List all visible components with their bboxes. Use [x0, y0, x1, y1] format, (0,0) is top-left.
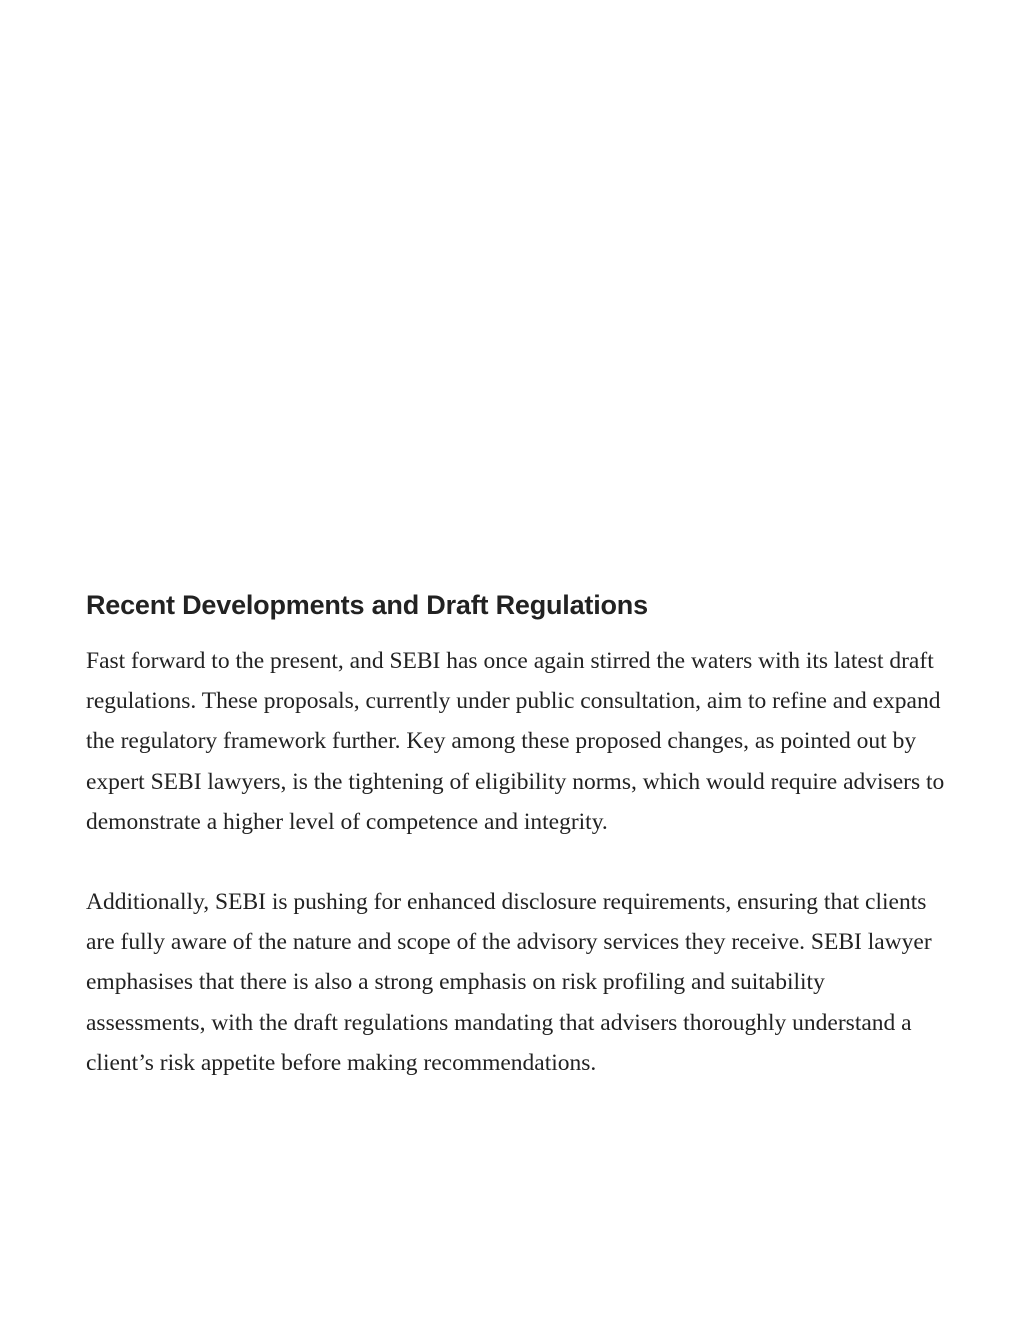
body-paragraph-2: Additionally, SEBI is pushing for enhanced disclosure requirements, ensuring that clients are fully aware of the nature and scope of the advisory services they receive. SEBI lawyer emphasises that there is also a strong emphasis on risk profiling and suitability assessments, with the draft regulations mandating that advisers thoroughly understand a client’s risk appetite before making recommendations. [86, 889, 932, 1076]
article-section [86, 586, 946, 1083]
section-heading: Recent Developments and Draft Regulations [86, 590, 648, 620]
body-paragraph-1: Fast forward to the present, and SEBI has once again stirred the waters with its latest draft regulations. These proposals, currently under public consultation, aim to refine and expand the regulatory framework further. Key among these proposed changes, as pointed out by expert SEBI lawyers, is the tightening of eligibility norms, which would require advisers to demonstrate a higher level of competence and integrity. [86, 648, 945, 835]
